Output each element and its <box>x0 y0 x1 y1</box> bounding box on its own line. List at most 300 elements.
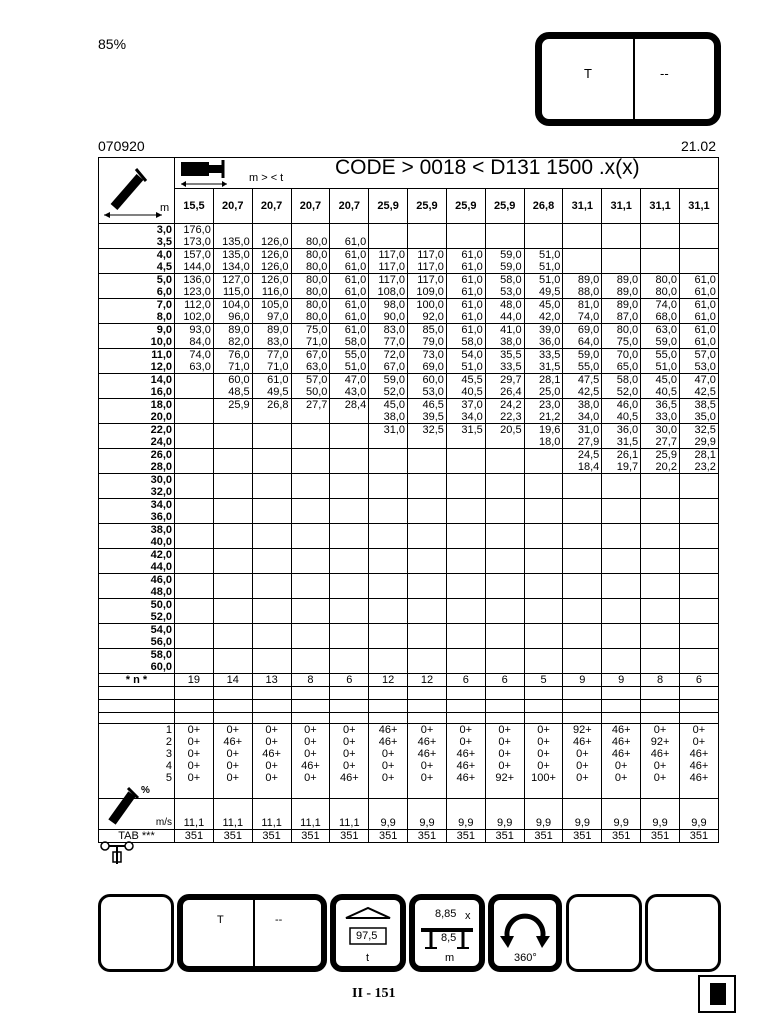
capacity-cell <box>175 511 214 524</box>
empty-cell <box>330 784 369 799</box>
capacity-cell: 29,7 <box>485 374 524 387</box>
capacity-cell: 23,0 <box>524 399 563 412</box>
capacity-cell: 89,0 <box>252 324 291 337</box>
capacity-cell <box>446 611 485 624</box>
capacity-cell: 127,0 <box>213 274 252 287</box>
capacity-cell: 82,0 <box>213 336 252 349</box>
telescope-value-cell: 0+ <box>291 748 330 760</box>
empty-cell <box>330 687 369 700</box>
telescope-value-cell: 46+ <box>330 772 369 784</box>
capacity-cell: 32,5 <box>408 424 447 437</box>
capacity-cell <box>485 224 524 237</box>
capacity-cell <box>563 474 602 487</box>
capacity-cell: 36,0 <box>602 424 641 437</box>
capacity-cell: 74,0 <box>175 349 214 362</box>
capacity-cell <box>408 511 447 524</box>
capacity-cell <box>213 486 252 499</box>
capacity-cell: 58,0 <box>446 336 485 349</box>
capacity-cell <box>602 474 641 487</box>
capacity-cell: 53,0 <box>679 361 718 374</box>
capacity-cell: 59,0 <box>641 336 680 349</box>
capacity-cell: 61,0 <box>446 324 485 337</box>
capacity-cell <box>446 561 485 574</box>
empty-cell <box>641 687 680 700</box>
capacity-cell <box>369 661 408 674</box>
table-row <box>99 599 719 612</box>
capacity-cell: 18,4 <box>563 461 602 474</box>
table-row <box>99 561 719 574</box>
outrigger-box <box>409 894 485 972</box>
capacity-cell: 75,0 <box>291 324 330 337</box>
table-row <box>99 549 719 562</box>
capacity-cell <box>213 661 252 674</box>
capacity-cell: 144,0 <box>175 261 214 274</box>
boom-length-header: 26,8 <box>524 189 563 224</box>
capacity-cell <box>602 524 641 537</box>
radius-cell: 10,0 <box>99 336 175 349</box>
empty-cell <box>679 700 718 713</box>
capacity-cell <box>291 449 330 462</box>
capacity-cell <box>485 536 524 549</box>
capacity-cell: 89,0 <box>602 299 641 312</box>
boom-length-header: 31,1 <box>641 189 680 224</box>
telescope-row <box>99 736 719 748</box>
capacity-cell: 27,7 <box>641 436 680 449</box>
capacity-cell <box>330 461 369 474</box>
tab-value-cell: 351 <box>175 830 214 843</box>
telescope-section-cell: 2 <box>99 736 175 748</box>
capacity-cell: 58,0 <box>330 336 369 349</box>
capacity-cell <box>213 624 252 637</box>
capacity-cell: 21,2 <box>524 411 563 424</box>
capacity-cell <box>563 661 602 674</box>
capacity-cell: 45,0 <box>641 374 680 387</box>
capacity-cell <box>602 661 641 674</box>
capacity-cell <box>175 549 214 562</box>
capacity-cell <box>602 261 641 274</box>
footer-t-box <box>177 894 327 972</box>
capacity-cell: 24,5 <box>563 449 602 462</box>
capacity-cell <box>679 236 718 249</box>
telescope-value-cell: 46+ <box>679 760 718 772</box>
capacity-cell: 35,0 <box>679 411 718 424</box>
table-row <box>99 461 719 474</box>
capacity-cell <box>485 549 524 562</box>
radius-cell: 60,0 <box>99 661 175 674</box>
capacity-cell <box>485 449 524 462</box>
capacity-cell: 54,0 <box>446 349 485 362</box>
telescope-value-cell: 0+ <box>563 760 602 772</box>
capacity-cell: 79,0 <box>408 336 447 349</box>
capacity-cell: 76,0 <box>213 349 252 362</box>
table-row <box>99 486 719 499</box>
capacity-cell <box>679 499 718 512</box>
capacity-cell: 80,0 <box>641 274 680 287</box>
telescope-section-cell: 1 <box>99 724 175 737</box>
capacity-cell: 80,0 <box>291 261 330 274</box>
capacity-cell: 80,0 <box>291 236 330 249</box>
capacity-cell: 51,0 <box>330 361 369 374</box>
radius-cell: 36,0 <box>99 511 175 524</box>
empty-cell <box>369 784 408 799</box>
capacity-cell <box>446 461 485 474</box>
capacity-cell: 135,0 <box>213 236 252 249</box>
n-value-cell: 5 <box>524 674 563 687</box>
radius-cell: 40,0 <box>99 536 175 549</box>
tab-value-cell: 351 <box>563 830 602 843</box>
capacity-cell <box>252 486 291 499</box>
telescope-value-cell: 0+ <box>524 724 563 737</box>
table-row <box>99 411 719 424</box>
capacity-cell <box>679 561 718 574</box>
capacity-cell <box>524 474 563 487</box>
capacity-cell: 51,0 <box>446 361 485 374</box>
wind-speed-cell: 9,9 <box>563 799 602 830</box>
capacity-cell <box>408 636 447 649</box>
unit-m-t-label: m > < t <box>249 172 284 184</box>
capacity-cell <box>330 411 369 424</box>
capacity-cell <box>679 536 718 549</box>
capacity-cell <box>291 436 330 449</box>
wind-speed-cell: 11,1 <box>291 799 330 830</box>
capacity-cell: 61,0 <box>446 311 485 324</box>
empty-cell <box>213 784 252 799</box>
empty-cell <box>369 687 408 700</box>
capacity-cell: 69,0 <box>563 324 602 337</box>
capacity-cell <box>679 649 718 662</box>
capacity-cell <box>175 374 214 387</box>
capacity-cell <box>369 611 408 624</box>
capacity-cell <box>446 549 485 562</box>
capacity-cell <box>602 236 641 249</box>
capacity-cell <box>330 624 369 637</box>
boom-length-header: 31,1 <box>563 189 602 224</box>
empty-cell <box>408 784 447 799</box>
capacity-cell: 50,0 <box>291 386 330 399</box>
capacity-cell <box>563 574 602 587</box>
capacity-cell: 61,0 <box>679 274 718 287</box>
empty-cell <box>252 713 291 724</box>
telescope-value-cell: 0+ <box>175 772 214 784</box>
table-row <box>99 474 719 487</box>
capacity-cell <box>602 249 641 262</box>
code-label: CODE > 0018 < D131 1500 .x(x) <box>335 157 640 179</box>
capacity-cell <box>213 224 252 237</box>
capacity-cell: 90,0 <box>369 311 408 324</box>
capacity-cell: 68,0 <box>641 311 680 324</box>
capacity-cell: 48,0 <box>485 299 524 312</box>
telescope-value-cell: 46+ <box>408 736 447 748</box>
capacity-cell: 136,0 <box>175 274 214 287</box>
capacity-cell <box>213 586 252 599</box>
mode-value-label: -- <box>660 66 669 81</box>
empty-cell <box>99 700 175 713</box>
capacity-cell <box>408 436 447 449</box>
telescope-row <box>99 760 719 772</box>
capacity-cell <box>369 574 408 587</box>
capacity-cell: 38,0 <box>485 336 524 349</box>
capacity-cell: 40,5 <box>446 386 485 399</box>
capacity-cell <box>641 249 680 262</box>
capacity-cell: 34,0 <box>446 411 485 424</box>
capacity-cell <box>563 586 602 599</box>
load-percent: 85% <box>98 36 127 52</box>
capacity-cell <box>291 486 330 499</box>
capacity-cell <box>524 599 563 612</box>
capacity-cell <box>330 486 369 499</box>
capacity-cell: 117,0 <box>408 274 447 287</box>
capacity-cell <box>213 474 252 487</box>
capacity-cell <box>485 511 524 524</box>
capacity-cell: 126,0 <box>252 274 291 287</box>
capacity-cell: 109,0 <box>408 286 447 299</box>
capacity-cell: 31,5 <box>602 436 641 449</box>
capacity-cell <box>641 261 680 274</box>
wind-speed-cell: 9,9 <box>602 799 641 830</box>
capacity-cell <box>602 499 641 512</box>
capacity-cell <box>175 636 214 649</box>
capacity-cell <box>330 511 369 524</box>
telescope-value-cell: 0+ <box>252 724 291 737</box>
capacity-cell <box>641 624 680 637</box>
empty-cell <box>252 687 291 700</box>
capacity-cell: 52,0 <box>369 386 408 399</box>
n-value-cell: 8 <box>291 674 330 687</box>
capacity-cell <box>252 611 291 624</box>
telescope-value-cell: 0+ <box>213 724 252 737</box>
tab-value-cell: 351 <box>446 830 485 843</box>
capacity-cell <box>330 536 369 549</box>
telescope-value-cell: 0+ <box>485 748 524 760</box>
capacity-cell: 157,0 <box>175 249 214 262</box>
capacity-cell <box>213 461 252 474</box>
capacity-cell <box>291 411 330 424</box>
load-chart-table <box>98 157 719 843</box>
capacity-cell: 65,0 <box>602 361 641 374</box>
capacity-cell: 80,0 <box>291 249 330 262</box>
radius-cell: 5,0 <box>99 274 175 287</box>
capacity-cell <box>213 424 252 437</box>
footer-t-label: T <box>217 914 224 926</box>
capacity-cell: 126,0 <box>252 249 291 262</box>
telescope-row <box>99 772 719 784</box>
empty-cell <box>252 700 291 713</box>
capacity-cell: 81,0 <box>563 299 602 312</box>
capacity-cell <box>641 474 680 487</box>
capacity-cell: 25,0 <box>524 386 563 399</box>
telescope-value-cell: 0+ <box>563 772 602 784</box>
capacity-cell: 77,0 <box>369 336 408 349</box>
telescope-value-cell: 46+ <box>602 748 641 760</box>
telescope-value-cell: 46+ <box>446 760 485 772</box>
capacity-cell: 89,0 <box>602 274 641 287</box>
capacity-cell <box>485 499 524 512</box>
capacity-cell <box>252 511 291 524</box>
capacity-cell: 29,9 <box>679 436 718 449</box>
table-row <box>99 611 719 624</box>
capacity-cell <box>175 449 214 462</box>
capacity-cell: 60,0 <box>213 374 252 387</box>
capacity-cell <box>408 536 447 549</box>
telescope-value-cell: 0+ <box>679 724 718 737</box>
capacity-cell <box>563 224 602 237</box>
empty-cell <box>641 713 680 724</box>
capacity-cell <box>330 224 369 237</box>
radius-cell: 30,0 <box>99 474 175 487</box>
capacity-cell: 40,5 <box>602 411 641 424</box>
capacity-cell: 61,0 <box>679 324 718 337</box>
capacity-cell <box>408 486 447 499</box>
tab-value-cell: 351 <box>291 830 330 843</box>
capacity-cell: 117,0 <box>408 261 447 274</box>
capacity-cell: 84,0 <box>175 336 214 349</box>
telescope-value-cell: 0+ <box>485 760 524 772</box>
radius-cell: 4,0 <box>99 249 175 262</box>
capacity-cell <box>369 449 408 462</box>
tab-value-cell: 351 <box>679 830 718 843</box>
capacity-cell <box>175 649 214 662</box>
capacity-cell <box>252 436 291 449</box>
empty-cell <box>175 700 214 713</box>
telescope-value-cell: 0+ <box>524 736 563 748</box>
capacity-cell: 77,0 <box>252 349 291 362</box>
capacity-cell: 33,0 <box>641 411 680 424</box>
capacity-cell: 26,8 <box>252 399 291 412</box>
capacity-cell <box>175 399 214 412</box>
table-row <box>99 261 719 274</box>
capacity-cell <box>408 449 447 462</box>
n-value-cell: 6 <box>330 674 369 687</box>
capacity-cell: 31,0 <box>369 424 408 437</box>
radius-cell: 38,0 <box>99 524 175 537</box>
capacity-cell: 80,0 <box>602 324 641 337</box>
capacity-cell <box>485 524 524 537</box>
capacity-cell: 42,5 <box>679 386 718 399</box>
tab-value-cell: 351 <box>602 830 641 843</box>
boom-length-header: 31,1 <box>602 189 641 224</box>
capacity-cell <box>563 249 602 262</box>
capacity-cell <box>446 661 485 674</box>
empty-cell <box>408 687 447 700</box>
n-value-cell: 9 <box>563 674 602 687</box>
empty-cell <box>485 700 524 713</box>
table-row <box>99 224 719 237</box>
n-value-cell: 14 <box>213 674 252 687</box>
tab-value-cell: 351 <box>252 830 291 843</box>
empty-cell <box>369 700 408 713</box>
capacity-cell: 27,7 <box>291 399 330 412</box>
capacity-cell <box>252 499 291 512</box>
capacity-cell: 55,0 <box>641 349 680 362</box>
capacity-cell <box>291 661 330 674</box>
telescope-value-cell: 46+ <box>602 736 641 748</box>
capacity-cell: 71,0 <box>291 336 330 349</box>
capacity-cell <box>641 636 680 649</box>
capacity-cell <box>641 586 680 599</box>
capacity-cell: 55,0 <box>563 361 602 374</box>
wind-speed-unit: m/s <box>99 799 175 830</box>
capacity-cell <box>369 474 408 487</box>
capacity-cell: 44,0 <box>485 311 524 324</box>
capacity-cell: 83,0 <box>369 324 408 337</box>
capacity-cell <box>175 436 214 449</box>
capacity-cell <box>524 586 563 599</box>
capacity-cell <box>291 511 330 524</box>
radius-cell: 20,0 <box>99 411 175 424</box>
capacity-cell: 31,5 <box>524 361 563 374</box>
capacity-cell <box>291 599 330 612</box>
capacity-cell: 63,0 <box>175 361 214 374</box>
capacity-cell: 83,0 <box>252 336 291 349</box>
telescope-row <box>99 748 719 760</box>
capacity-cell: 58,0 <box>485 274 524 287</box>
capacity-cell: 51,0 <box>524 261 563 274</box>
capacity-cell <box>291 636 330 649</box>
empty-cell <box>641 784 680 799</box>
capacity-cell <box>524 499 563 512</box>
empty-cell <box>369 713 408 724</box>
capacity-cell <box>679 599 718 612</box>
wind-speed-cell: 9,9 <box>408 799 447 830</box>
capacity-cell: 57,0 <box>679 349 718 362</box>
tab-value-cell: 351 <box>641 830 680 843</box>
table-row <box>99 511 719 524</box>
capacity-cell <box>679 261 718 274</box>
capacity-cell <box>524 661 563 674</box>
capacity-cell: 100,0 <box>408 299 447 312</box>
capacity-cell <box>175 499 214 512</box>
capacity-cell <box>175 574 214 587</box>
capacity-cell <box>602 574 641 587</box>
capacity-cell: 92,0 <box>408 311 447 324</box>
wind-speed-cell: 9,9 <box>641 799 680 830</box>
telescope-section-cell: 5 <box>99 772 175 784</box>
boom-length-header: 20,7 <box>213 189 252 224</box>
telescope-percent-label: % <box>99 784 175 799</box>
capacity-cell: 36,0 <box>524 336 563 349</box>
radius-cell: 58,0 <box>99 649 175 662</box>
capacity-cell: 40,5 <box>641 386 680 399</box>
capacity-cell <box>446 236 485 249</box>
capacity-cell <box>641 236 680 249</box>
capacity-cell <box>291 424 330 437</box>
capacity-cell <box>291 624 330 637</box>
capacity-cell <box>330 599 369 612</box>
capacity-cell <box>602 611 641 624</box>
capacity-cell: 71,0 <box>213 361 252 374</box>
radius-cell: 54,0 <box>99 624 175 637</box>
table-row <box>99 636 719 649</box>
telescope-value-cell: 0+ <box>175 748 214 760</box>
telescope-value-cell: 92+ <box>563 724 602 737</box>
capacity-cell <box>369 636 408 649</box>
capacity-cell <box>369 586 408 599</box>
empty-cell <box>563 700 602 713</box>
empty-cell <box>524 713 563 724</box>
capacity-cell <box>291 499 330 512</box>
capacity-cell: 30,0 <box>641 424 680 437</box>
capacity-cell <box>641 661 680 674</box>
capacity-cell <box>291 561 330 574</box>
capacity-cell <box>252 424 291 437</box>
n-value-cell: 6 <box>446 674 485 687</box>
telescope-value-cell: 46+ <box>252 748 291 760</box>
capacity-cell <box>524 536 563 549</box>
capacity-cell: 28,1 <box>524 374 563 387</box>
capacity-cell: 117,0 <box>369 274 408 287</box>
capacity-cell: 37,0 <box>446 399 485 412</box>
capacity-cell <box>252 574 291 587</box>
